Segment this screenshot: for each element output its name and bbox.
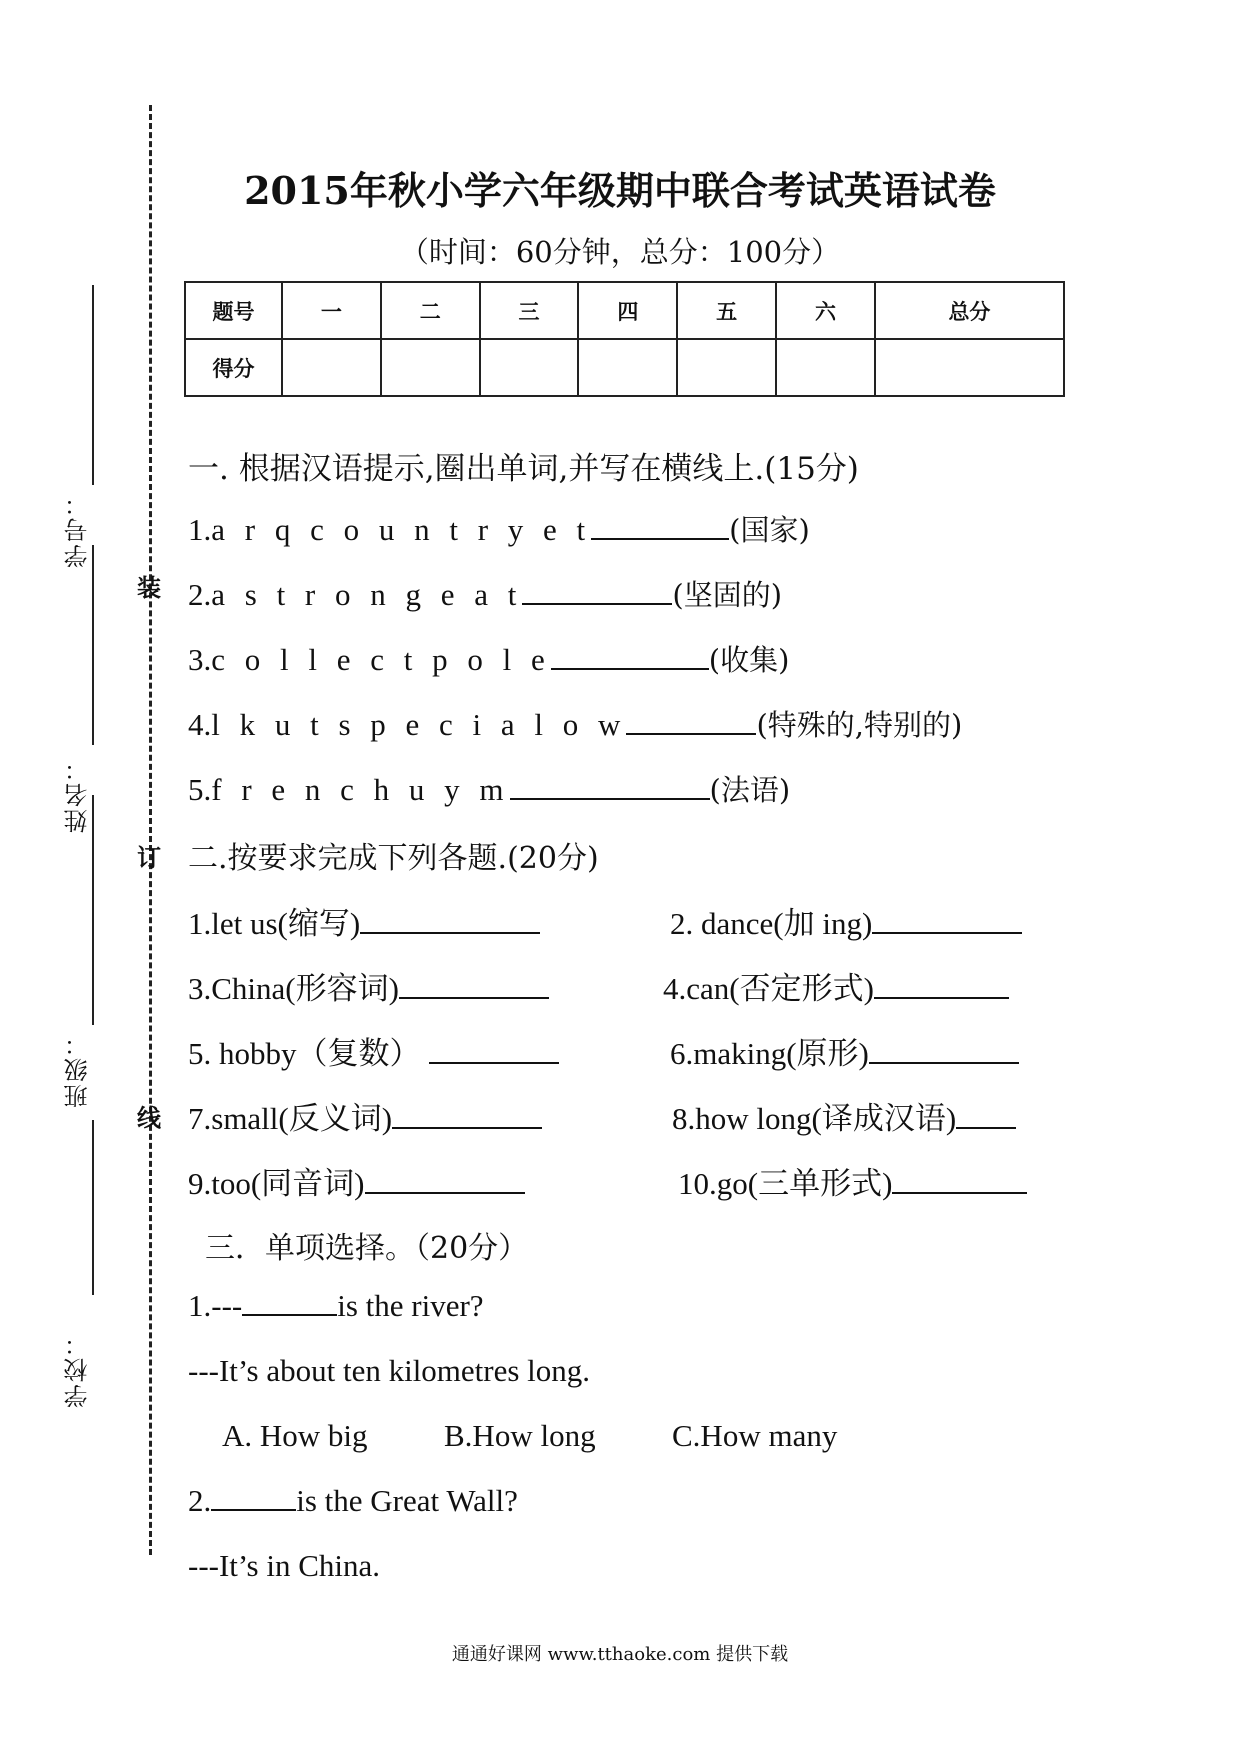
question-text: 1.let us(缩写) xyxy=(188,906,361,941)
question-text: 4.can(否定形式) xyxy=(663,971,874,1006)
answer-blank[interactable] xyxy=(591,512,729,540)
name-line xyxy=(92,545,94,745)
letter-string: a s t r o n g e a t xyxy=(211,577,523,612)
item-number: 1. xyxy=(188,512,212,547)
section1-item-3 xyxy=(188,638,789,679)
section2-item-2 xyxy=(670,898,1022,943)
header-cell: 题号 xyxy=(185,282,282,339)
answer-blank[interactable] xyxy=(392,1101,542,1129)
answer-blank[interactable] xyxy=(869,1036,1019,1064)
student-id-line xyxy=(92,285,94,485)
section2-item-7 xyxy=(188,1093,542,1138)
score-cell[interactable] xyxy=(480,339,579,396)
question-text: 8.how long(译成汉语) xyxy=(672,1101,957,1136)
option-b[interactable]: B.How long xyxy=(444,1418,596,1453)
score-table xyxy=(184,281,1065,397)
answer-blank[interactable] xyxy=(626,707,756,735)
answer-blank[interactable] xyxy=(429,1036,559,1064)
section1-item-1 xyxy=(188,508,810,549)
header-cell: 五 xyxy=(677,282,776,339)
question-text: is the Great Wall? xyxy=(296,1483,518,1518)
student-id-label: 学号： xyxy=(64,490,92,568)
question-text: 5. hobby（复数） xyxy=(188,1036,421,1071)
section1-item-4 xyxy=(188,703,962,744)
section1-heading: 一. 根据汉语提示,圈出单词,并写在横线上.(15分) xyxy=(188,451,859,487)
section2-item-6 xyxy=(670,1028,1019,1073)
footer-source: 通通好课网 www.tthaoke.com 提供下载 xyxy=(451,1644,789,1665)
section2-item-9 xyxy=(188,1158,525,1203)
header-cell: 总分 xyxy=(875,282,1064,339)
score-cell[interactable] xyxy=(282,339,381,396)
score-table-header-row xyxy=(185,282,1064,339)
section3-heading: 三．单项选择。（20分） xyxy=(205,1231,529,1266)
answer-blank[interactable] xyxy=(551,642,709,670)
class-label: 班级： xyxy=(64,1030,92,1108)
exam-info: （时间：60分钟，总分：100分） xyxy=(399,235,841,269)
answer-blank[interactable] xyxy=(211,1483,296,1511)
hint-text: (坚固的) xyxy=(672,578,783,612)
school-label: 学校： xyxy=(64,1330,92,1408)
option-a[interactable]: A. How big xyxy=(222,1418,368,1453)
answer-blank[interactable] xyxy=(956,1101,1016,1129)
section3-q2-answer: ---It’s in China. xyxy=(188,1548,380,1583)
header-cell: 三 xyxy=(480,282,579,339)
answer-blank[interactable] xyxy=(242,1288,337,1316)
hint-text: (法语) xyxy=(709,773,791,807)
name-label: 姓名： xyxy=(64,755,92,833)
answer-blank[interactable] xyxy=(874,971,1009,999)
question-prefix: 2. xyxy=(188,1483,212,1518)
section3-q1-answer: ---It’s about ten kilometres long. xyxy=(188,1353,591,1388)
section3-q1 xyxy=(188,1288,484,1324)
answer-blank[interactable] xyxy=(872,906,1022,934)
question-text: is the river? xyxy=(337,1288,484,1323)
hint-text: (国家) xyxy=(729,513,810,547)
answer-blank[interactable] xyxy=(365,1166,525,1194)
section3-q2 xyxy=(188,1483,518,1519)
score-row-label: 得分 xyxy=(185,339,282,396)
section1-item-5 xyxy=(188,768,790,809)
section2-item-10 xyxy=(678,1158,1027,1203)
question-text: 9.too(同音词) xyxy=(188,1166,365,1201)
item-number: 5. xyxy=(188,772,212,807)
page-title: 2015年秋小学六年级期中联合考试英语试卷 xyxy=(244,168,996,213)
hint-text: (收集) xyxy=(708,643,790,677)
item-number: 2. xyxy=(188,577,212,612)
letter-string: l k u t s p e c i a l o w xyxy=(211,707,627,742)
question-prefix: 1.--- xyxy=(188,1288,243,1323)
section2-item-3 xyxy=(188,963,549,1008)
section1-item-2 xyxy=(188,573,782,614)
item-number: 4. xyxy=(188,707,212,742)
header-cell: 四 xyxy=(578,282,677,339)
letter-string: c o l l e c t p o l e xyxy=(211,642,551,677)
question-text: 7.small(反义词) xyxy=(188,1101,393,1136)
letter-string: a r q c o u n t r y e t xyxy=(211,512,592,547)
header-cell: 二 xyxy=(381,282,480,339)
hint-text: (特殊的,特别的) xyxy=(756,708,963,742)
question-text: 3.China(形容词) xyxy=(188,971,399,1006)
answer-blank[interactable] xyxy=(522,577,672,605)
school-line xyxy=(92,1120,94,1295)
header-cell: 六 xyxy=(776,282,875,339)
score-table-score-row xyxy=(185,339,1064,396)
class-line xyxy=(92,795,94,1025)
section2-item-5 xyxy=(188,1028,559,1073)
section2-heading: 二.按要求完成下列各题.(20分) xyxy=(188,841,599,876)
header-cell: 一 xyxy=(282,282,381,339)
question-text: 2. dance(加 ing) xyxy=(670,906,873,941)
question-text: 6.making(原形) xyxy=(670,1036,869,1071)
answer-blank[interactable] xyxy=(360,906,540,934)
score-cell[interactable] xyxy=(875,339,1064,396)
binding-dashed-line xyxy=(149,105,152,1555)
binding-char-ding: 订 xyxy=(137,843,161,872)
answer-blank[interactable] xyxy=(510,772,710,800)
binding-char-xian: 线 xyxy=(137,1103,161,1132)
item-number: 3. xyxy=(188,642,212,677)
section2-item-1 xyxy=(188,898,540,943)
binding-char-zhuang: 装 xyxy=(137,573,161,602)
score-cell[interactable] xyxy=(677,339,776,396)
section2-item-4 xyxy=(663,963,1009,1008)
score-cell[interactable] xyxy=(776,339,875,396)
answer-blank[interactable] xyxy=(399,971,549,999)
answer-blank[interactable] xyxy=(892,1166,1027,1194)
section2-item-8 xyxy=(672,1093,1016,1138)
option-c[interactable]: C.How many xyxy=(672,1418,838,1453)
score-cell[interactable] xyxy=(381,339,480,396)
question-text: 10.go(三单形式) xyxy=(678,1166,893,1201)
score-cell[interactable] xyxy=(578,339,677,396)
letter-string: f r e n c h u y m xyxy=(211,772,510,807)
